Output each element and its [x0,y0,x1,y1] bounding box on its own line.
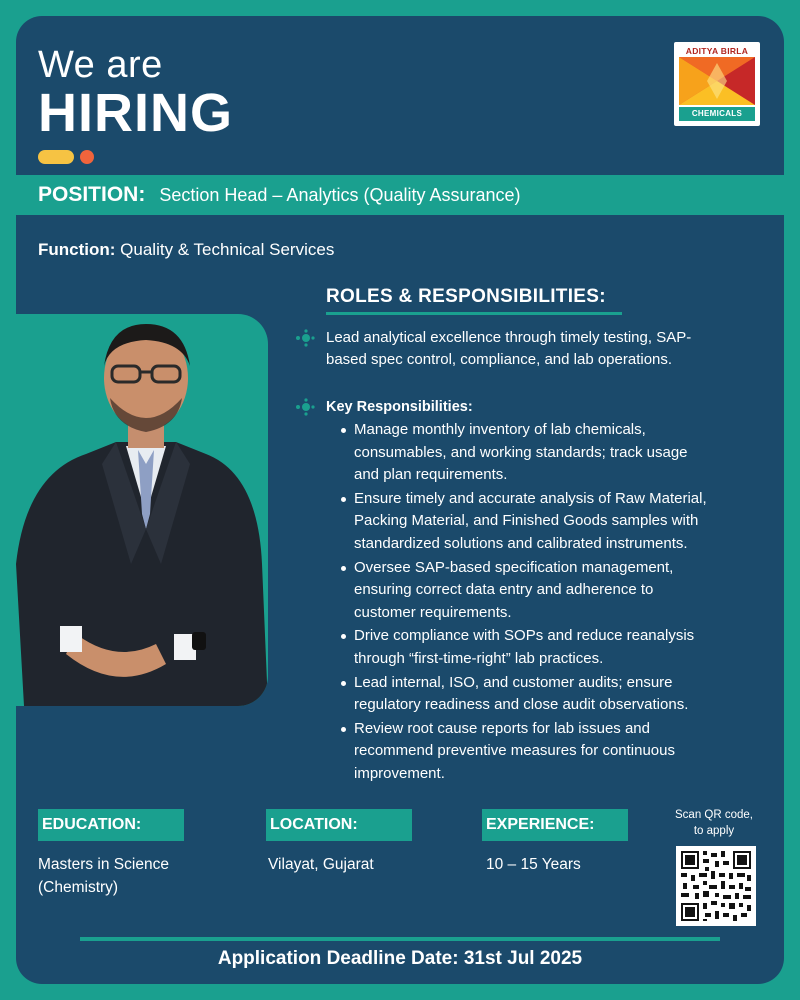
footer-divider [80,937,720,941]
decor-dots [38,150,94,164]
item-line: Review root cause reports for lab issues and [354,719,650,737]
item-line: Lead internal, ISO, and customer audits; ensure [354,673,673,691]
experience-value: 10 – 15 Years [486,856,581,873]
position-label: POSITION: [38,183,146,206]
roles-intro-line2: based spec control, compliance, and lab operations. [326,351,673,368]
qr-caption [666,807,762,839]
qr-caption-line1: Scan QR code, [675,809,753,821]
sparkle-bullet-icon [294,398,316,416]
item-line: Drive compliance with SOPs and reduce reanalysis [354,627,695,645]
logo-sub-text: CHEMICALS [679,107,755,121]
location-value: Vilayat, Gujarat [268,856,374,873]
item-line: and plan requirements. [354,466,508,484]
location-heading: LOCATION: [266,809,412,841]
roles-underline [326,312,622,315]
roles-intro-line1: Lead analytical excellence through timely testing, SAP- [326,329,692,346]
function-value: Quality & Technical Services [120,240,335,259]
item-line: ensuring correct data entry and adherence to [354,581,654,599]
education-line2: (Chemistry) [38,879,119,896]
item-line: regulatory readiness and close audit observations. [354,696,689,714]
experience-heading: EXPERIENCE: [482,809,628,841]
education-value [38,853,169,899]
headline-hiring: HIRING [38,83,233,143]
person-illustration [16,314,268,706]
item-line: recommend preventive measures for continuous [354,742,675,760]
sparkle-bullet-icon [294,329,316,347]
responsibility-list [354,419,769,787]
headline-we-are: We are [38,44,163,86]
position-bar [16,175,784,215]
list-item [354,488,769,556]
list-item [354,718,769,786]
list-item [354,419,769,487]
function-label: Function: [38,240,116,259]
list-item [354,557,769,625]
qr-caption-line2: to apply [693,825,735,837]
logo-brand-text: ADITYA BIRLA [685,46,749,56]
item-line: Ensure timely and accurate analysis of Raw Material, [354,489,707,507]
item-line: Oversee SAP-based specification management, [354,558,674,576]
roles-heading: ROLES & RESPONSIBILITIES: [326,286,606,307]
list-item [354,625,769,670]
item-line: Manage monthly inventory of lab chemicals, [354,421,646,438]
item-line: through “first-time-right” lab practices. [354,649,604,667]
position-value: Section Head – Analytics (Quality Assurance) [159,184,521,205]
application-deadline: Application Deadline Date: 31st Jul 2025 [217,948,583,969]
item-line: Packing Material, and Finished Goods samples with [354,512,699,530]
qr-code[interactable] [676,846,756,926]
orange-dot-decor [80,150,94,164]
education-line1: Masters in Science [38,856,169,873]
candidate-photo [16,314,268,706]
aditya-birla-logo [674,42,760,126]
qr-code-icon [679,849,753,923]
list-item [354,672,769,717]
education-heading: EDUCATION: [38,809,184,841]
poster-card [16,16,784,984]
item-line: consumables, and working standards; track usage [354,443,688,461]
sun-logo-icon [679,57,755,105]
item-line: improvement. [354,764,445,782]
item-line: standardized solutions and calibrated instruments. [354,534,688,552]
key-responsibilities-title: Key Responsibilities: [326,399,473,415]
function-line [38,240,334,260]
item-line: customer requirements. [354,603,512,621]
yellow-pill-decor [38,150,74,164]
